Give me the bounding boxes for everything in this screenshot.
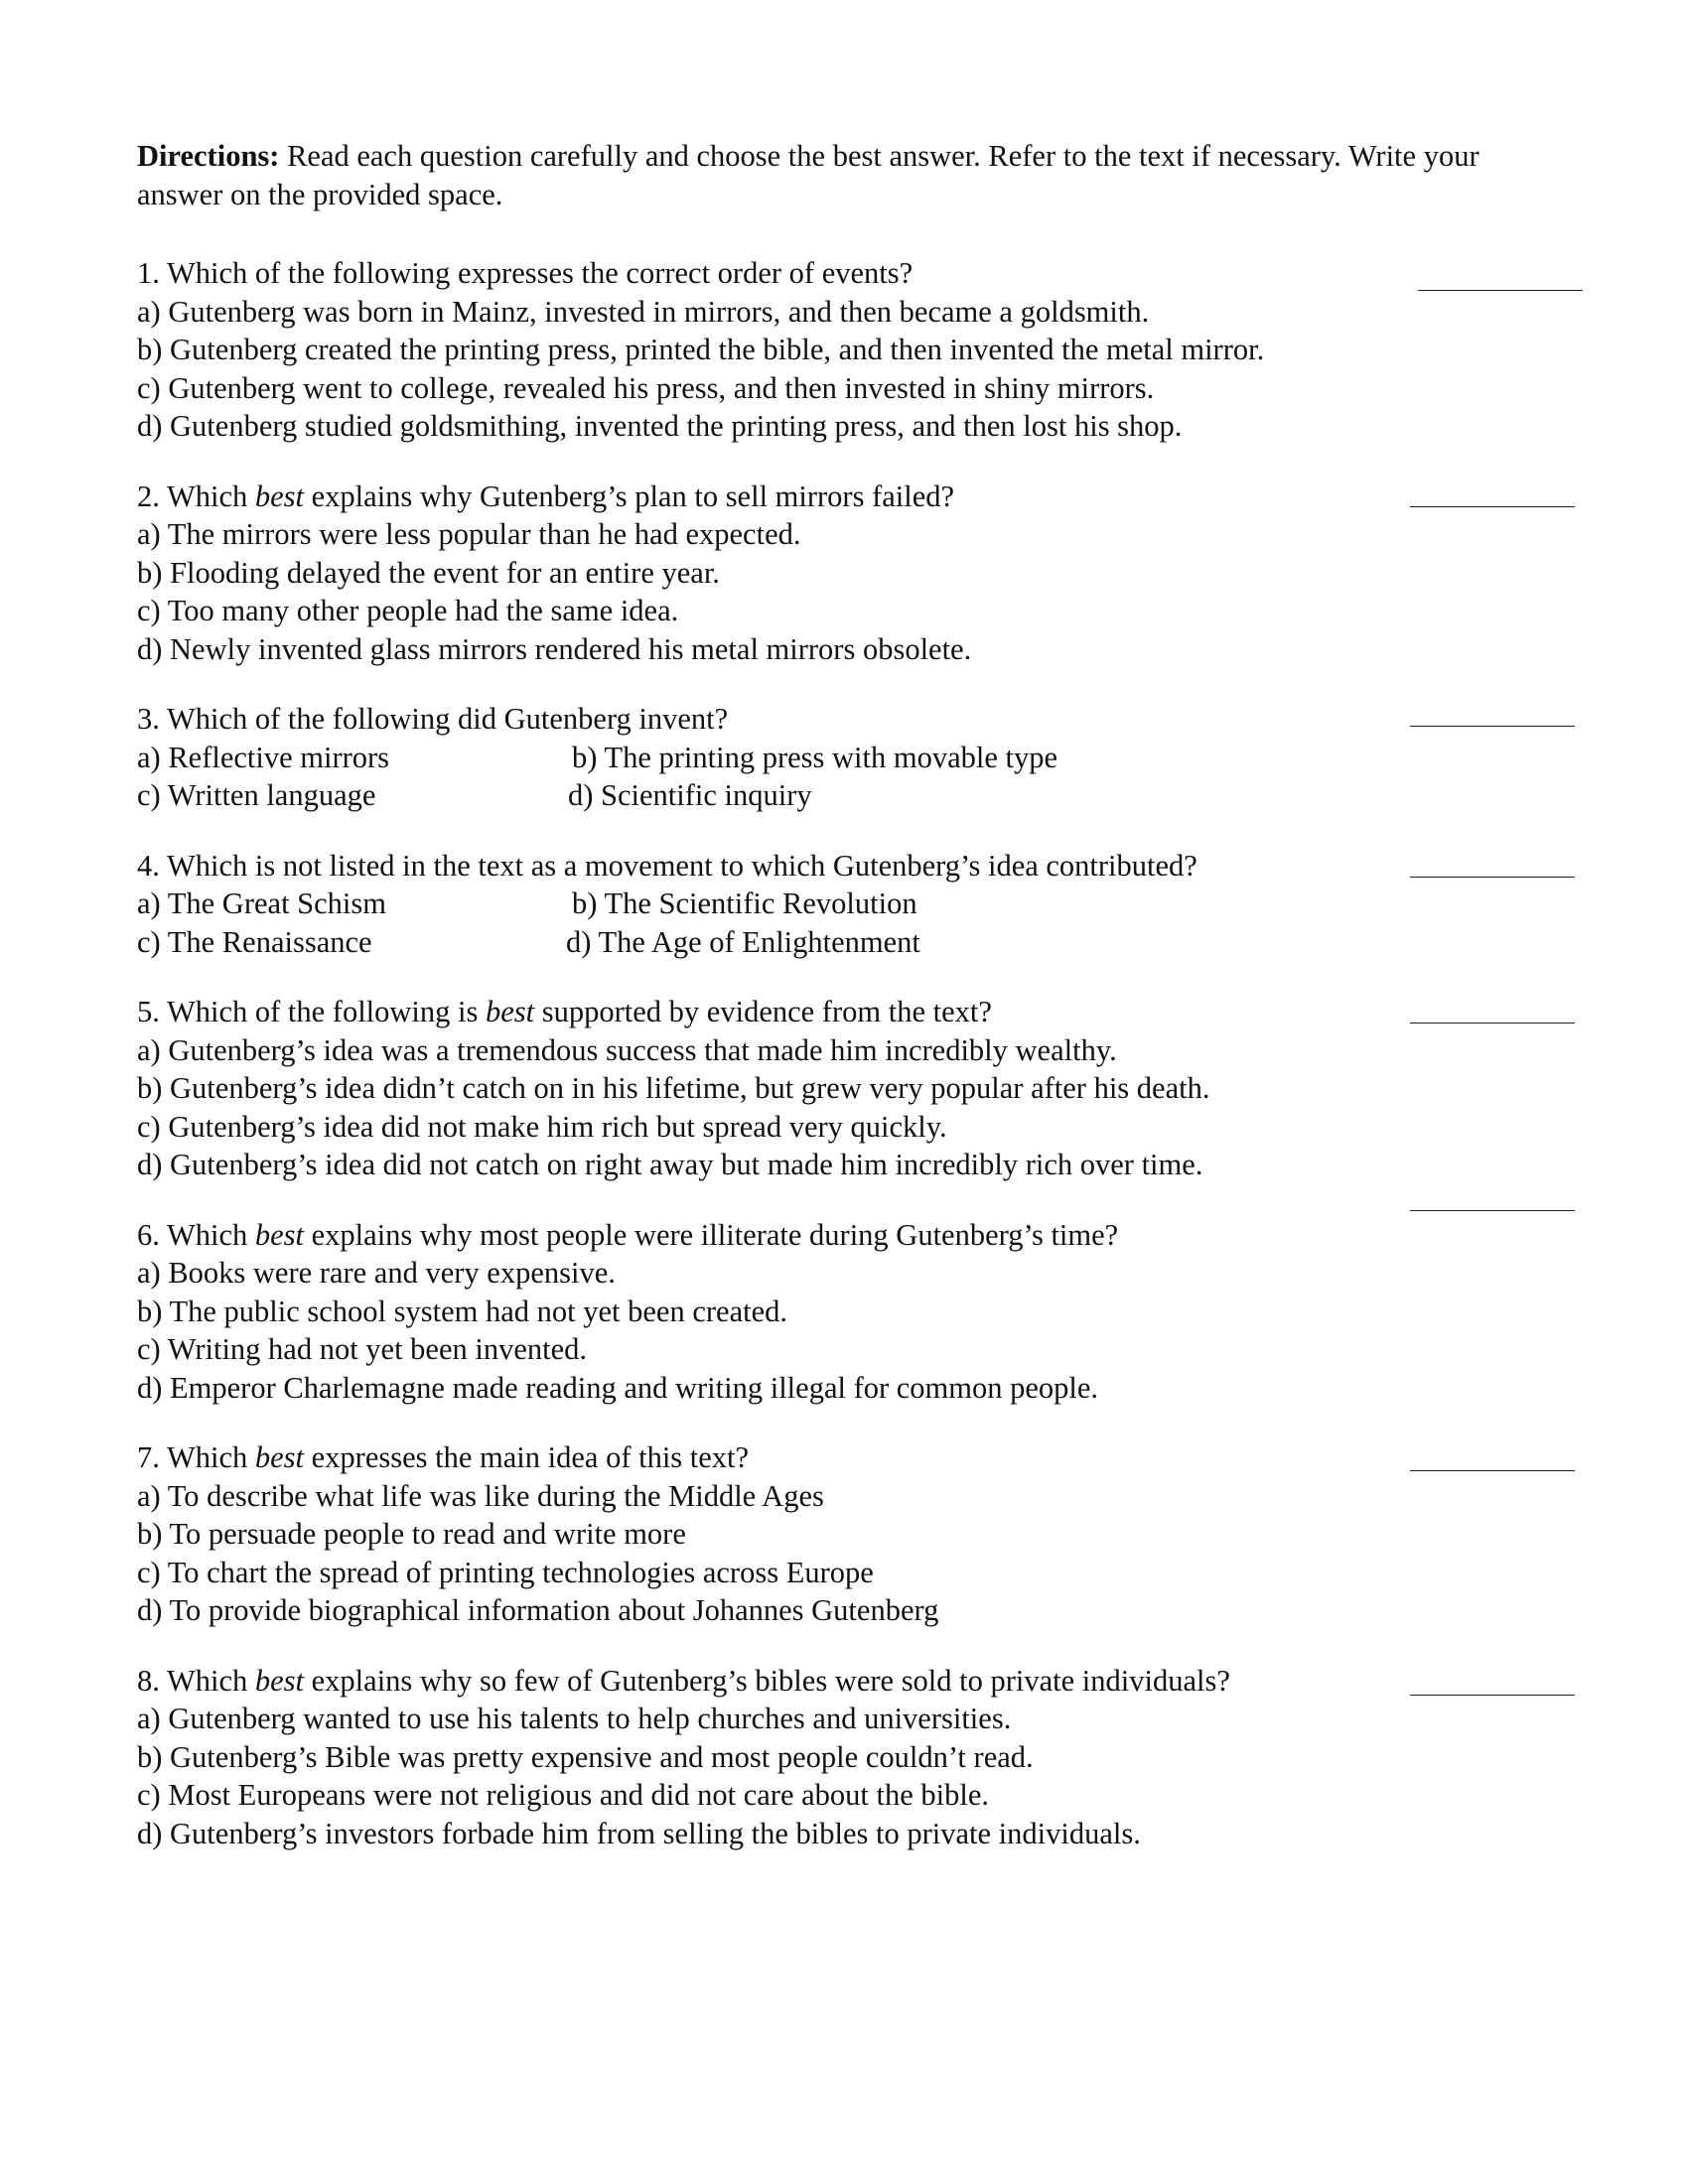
option-d: d) The Age of Enlightenment [566, 924, 920, 959]
emphasis-best: best [254, 1217, 305, 1252]
option-a: a) Books were rare and very expensive. [137, 1256, 616, 1290]
option-row [137, 885, 1567, 923]
answer-blank-2[interactable] [1410, 506, 1575, 507]
directions-label: Directions: [137, 139, 280, 173]
option-d: d) To provide biographical information about Johannes Gutenberg [137, 1593, 939, 1627]
question-3 [137, 700, 1567, 815]
option-d: d) Scientific inquiry [568, 778, 812, 812]
option-row [137, 739, 1567, 777]
question-1 [137, 254, 1567, 446]
answer-blank-6[interactable] [1410, 1210, 1575, 1211]
option-a: a) Gutenberg’s idea was a tremendous success that made him incredibly wealthy. [137, 1032, 1117, 1067]
option-b: b) To persuade people to read and write more [137, 1517, 686, 1551]
option-b: b) Gutenberg’s Bible was pretty expensive and most people couldn’t read. [137, 1739, 1034, 1774]
option-c: c) Written language [137, 778, 376, 812]
option-d: d) Gutenberg studied goldsmithing, invented the printing press, and then lost his shop. [137, 409, 1183, 443]
emphasis-best: best [254, 1663, 305, 1698]
option-b: b) Gutenberg created the printing press, printed the bible, and then invented the metal mirror. [137, 333, 1265, 366]
answer-blank-1[interactable] [1418, 290, 1583, 291]
option-c: c) Gutenberg’s idea did not make him rich but spread very quickly. [137, 1109, 947, 1144]
question-text: 1. Which of the following expresses the correct order of events? [137, 256, 914, 290]
question-text: 3. Which of the following did Gutenberg invent? [137, 702, 729, 736]
question-text: 2. Which best explains why Gutenberg’s plan to sell mirrors failed? [137, 478, 955, 513]
emphasis-best: best [254, 478, 305, 513]
question-text: 5. Which of the following is best supported by evidence from the text? [137, 995, 992, 1028]
option-b: b) Gutenberg’s idea didn’t catch on in his lifetime, but grew very popular after his death. [137, 1071, 1210, 1105]
worksheet-page [137, 137, 1567, 1884]
option-row [137, 923, 1567, 962]
question-7 [137, 1438, 1567, 1630]
question-text: 6. Which best explains why most people were illiterate during Gutenberg’s time? [137, 1217, 1119, 1252]
option-row [137, 776, 1567, 815]
question-text: 7. Which best expresses the main idea of this text? [137, 1440, 750, 1474]
option-c: c) Most Europeans were not religious and did not care about the bible. [137, 1778, 989, 1812]
directions-text: Read each question carefully and choose the best answer. Refer to the text if necessary. Write your answer on the provided space. [137, 139, 1479, 211]
option-d: d) Gutenberg’s investors forbade him from selling the bibles to private individuals. [137, 1816, 1141, 1850]
emphasis-best: best [486, 995, 535, 1028]
option-a: a) The mirrors were less popular than he had expected. [137, 517, 801, 551]
option-c: c) To chart the spread of printing technologies across Europe [137, 1555, 874, 1589]
option-c: c) Too many other people had the same idea. [137, 594, 679, 627]
option-d: d) Gutenberg’s idea did not catch on right away but made him incredibly rich over time. [137, 1148, 1203, 1181]
directions [137, 137, 1567, 214]
option-a: a) Gutenberg was born in Mainz, invested in mirrors, and then became a goldsmith. [137, 294, 1150, 329]
option-a: a) Gutenberg wanted to use his talents to help churches and universities. [137, 1702, 1012, 1735]
option-d: d) Emperor Charlemagne made reading and writing illegal for common people. [137, 1370, 1099, 1405]
answer-blank-5[interactable] [1410, 1023, 1575, 1024]
question-8 [137, 1662, 1567, 1853]
answer-blank-3[interactable] [1410, 726, 1575, 727]
answer-blank-4[interactable] [1410, 877, 1575, 878]
option-b: b) The printing press with movable type [572, 740, 1058, 774]
option-c: c) Writing had not yet been invented. [137, 1332, 588, 1366]
question-2 [137, 478, 1567, 669]
option-c: c) Gutenberg went to college, revealed his press, and then invested in shiny mirrors. [137, 370, 1155, 405]
option-b: b) Flooding delayed the event for an entire year. [137, 555, 720, 590]
emphasis-best: best [254, 1440, 305, 1474]
answer-blank-8[interactable] [1410, 1695, 1575, 1696]
question-4 [137, 847, 1567, 962]
question-text: 8. Which best explains why so few of Gutenberg’s bibles were sold to private individuals? [137, 1663, 1230, 1698]
question-6 [137, 1216, 1567, 1408]
option-d: d) Newly invented glass mirrors rendered his metal mirrors obsolete. [137, 631, 972, 666]
question-text: 4. Which is not listed in the text as a movement to which Gutenberg’s idea contributed? [137, 848, 1197, 883]
option-b: b) The public school system had not yet been created. [137, 1294, 787, 1328]
option-c: c) The Renaissance [137, 924, 372, 959]
option-a: a) To describe what life was like during the Middle Ages [137, 1478, 824, 1513]
answer-blank-7[interactable] [1410, 1470, 1575, 1471]
option-b: b) The Scientific Revolution [572, 887, 917, 920]
option-a: a) The Great Schism [137, 887, 386, 920]
question-5 [137, 993, 1567, 1184]
option-a: a) Reflective mirrors [137, 740, 390, 774]
